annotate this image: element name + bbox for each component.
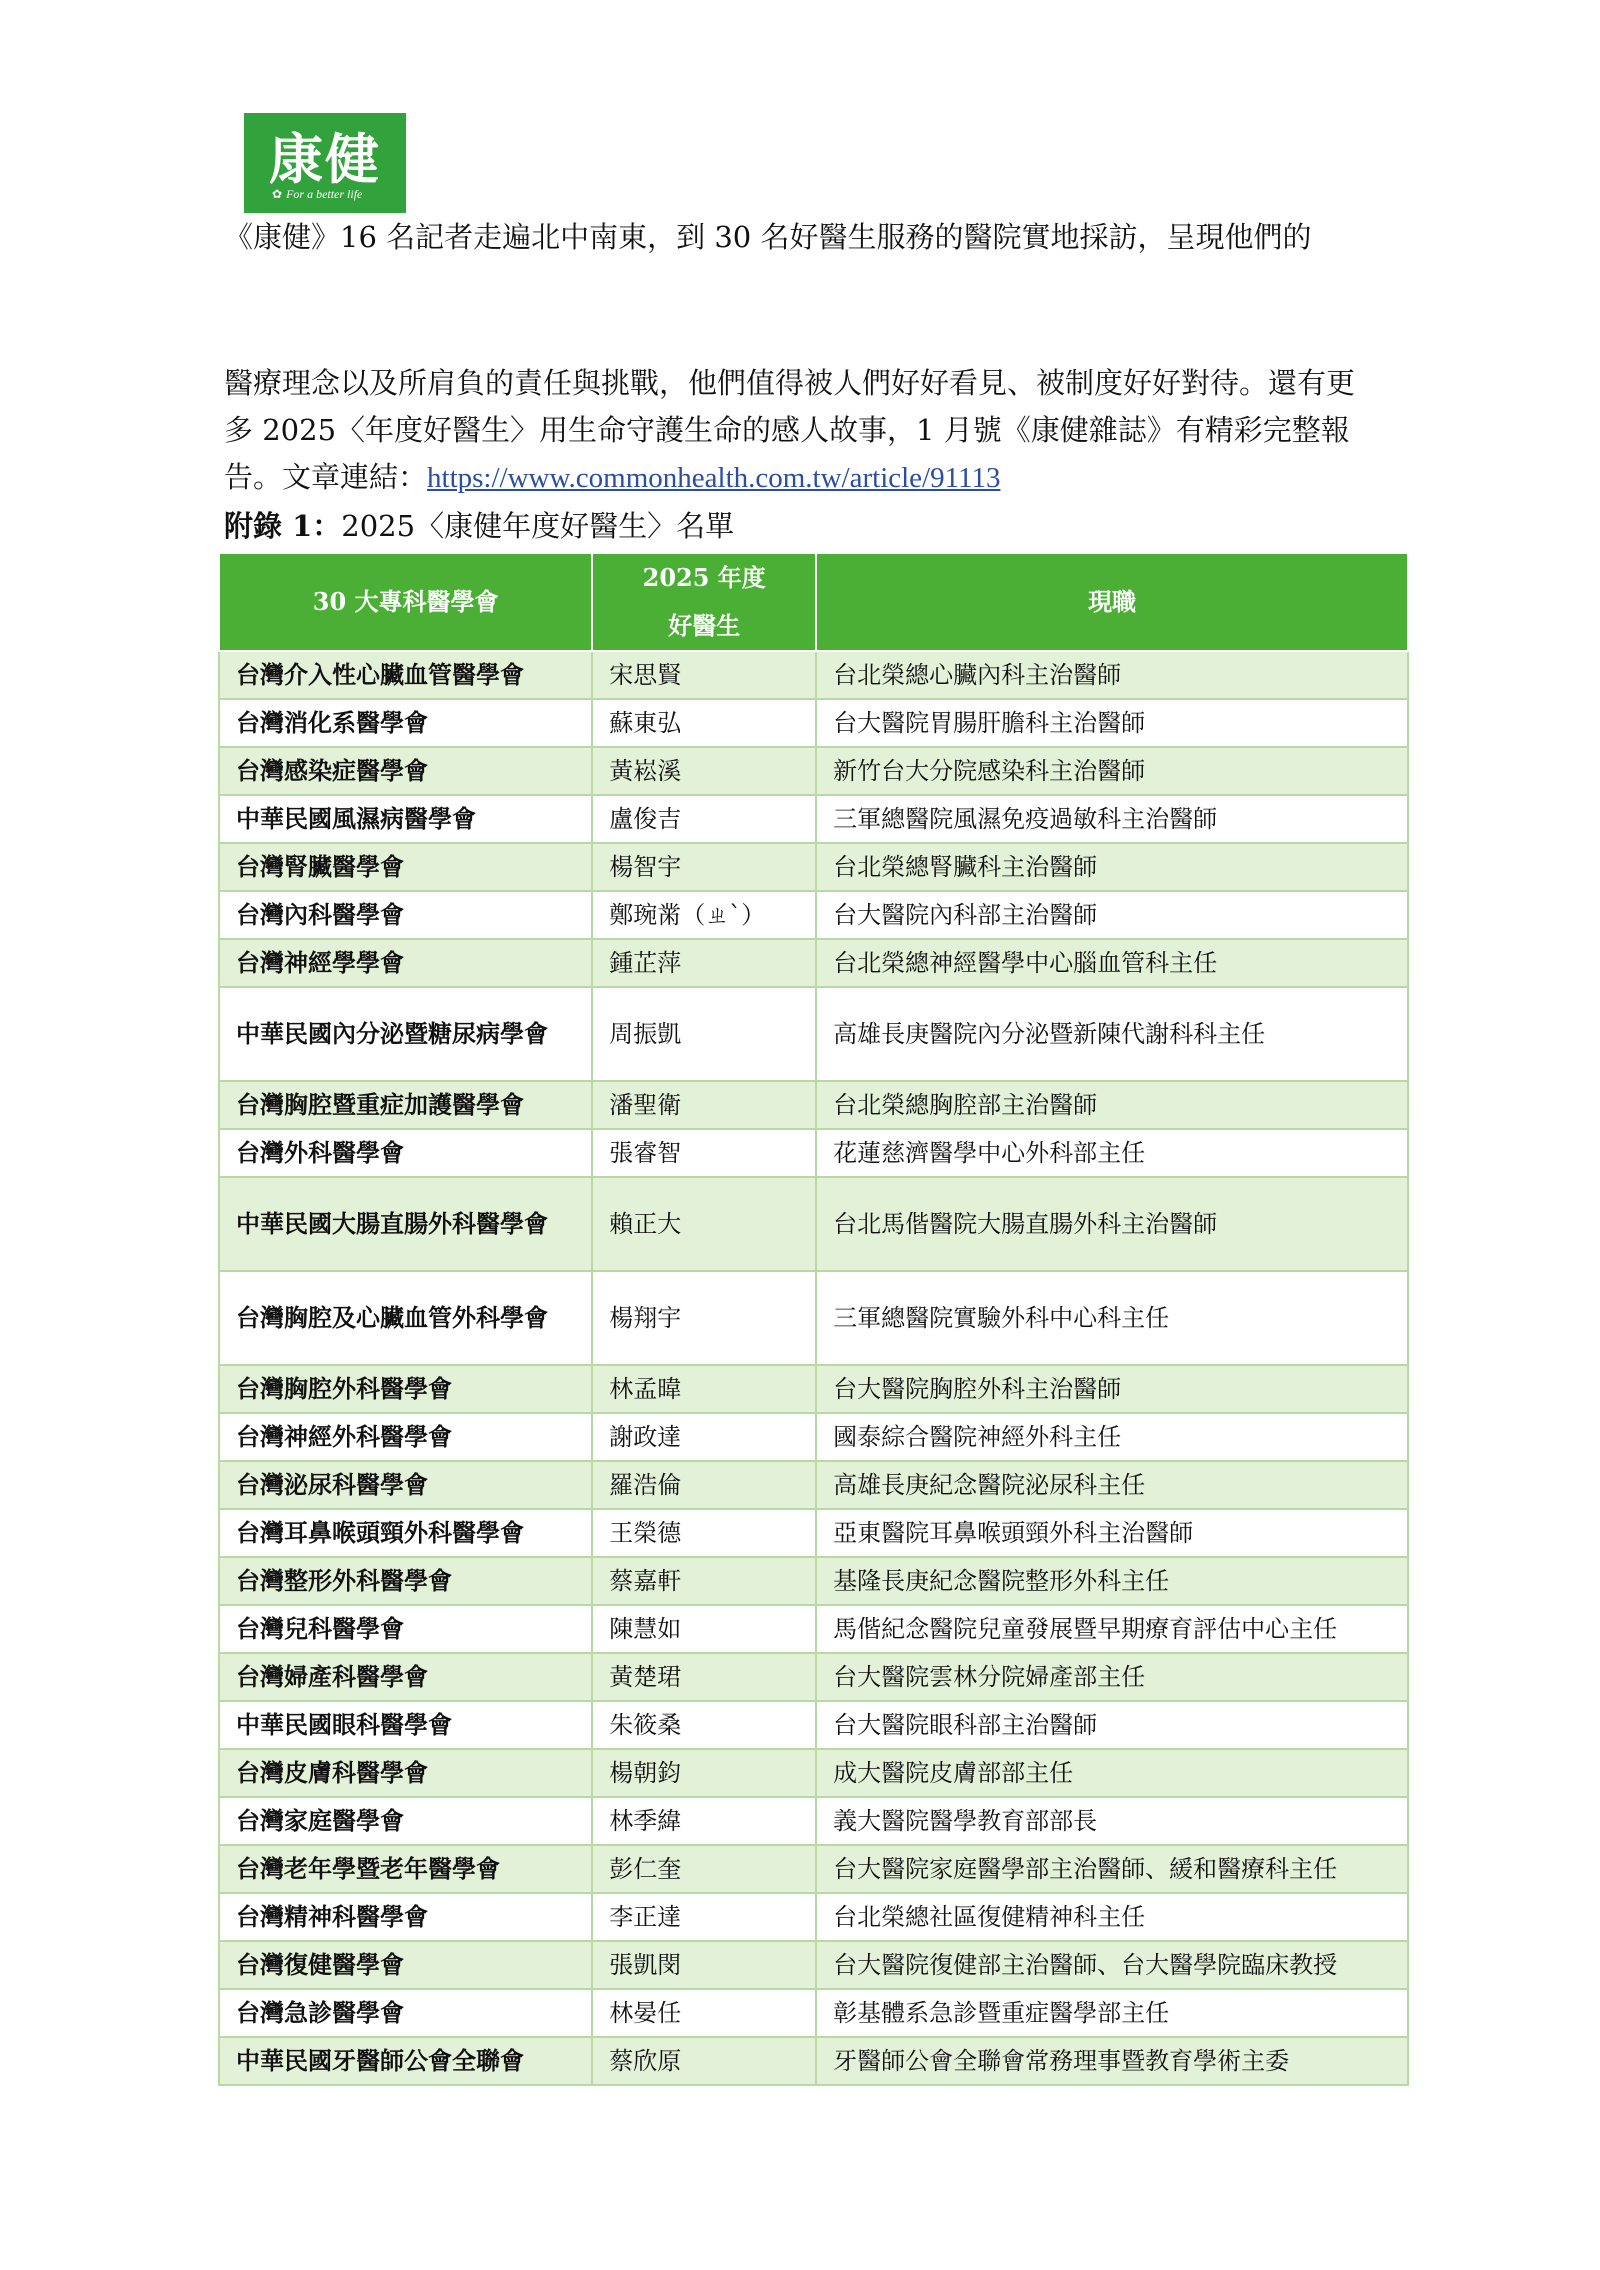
position-cell: 台大醫院復健部主治醫師、台大醫學院臨床教授 [816, 1941, 1408, 1989]
table-row [219, 2037, 1408, 2085]
table-row [219, 891, 1408, 939]
table-row [219, 1845, 1408, 1893]
society-cell: 台灣泌尿科醫學會 [219, 1461, 592, 1509]
society-cell: 台灣皮膚科醫學會 [219, 1749, 592, 1797]
table-row [219, 1365, 1408, 1413]
position-cell: 台大醫院雲林分院婦產部主任 [816, 1653, 1408, 1701]
table-row [219, 1893, 1408, 1941]
position-cell: 成大醫院皮膚部部主任 [816, 1749, 1408, 1797]
doctor-cell: 李正達 [592, 1893, 816, 1941]
table-row [219, 1271, 1408, 1365]
doctor-cell: 陳慧如 [592, 1605, 816, 1653]
society-cell: 台灣介入性心臟血管醫學會 [219, 651, 592, 699]
doctor-cell: 鍾芷萍 [592, 939, 816, 987]
position-cell: 台北榮總神經醫學中心腦血管科主任 [816, 939, 1408, 987]
society-cell: 台灣急診醫學會 [219, 1989, 592, 2037]
doctor-cell: 黃楚珺 [592, 1653, 816, 1701]
position-cell: 三軍總醫院風濕免疫過敏科主治醫師 [816, 795, 1408, 843]
position-cell: 彰基體系急診暨重症醫學部主任 [816, 1989, 1408, 2037]
doctor-cell: 黃崧溪 [592, 747, 816, 795]
society-cell: 台灣復健醫學會 [219, 1941, 592, 1989]
table-row [219, 987, 1408, 1081]
society-cell: 台灣精神科醫學會 [219, 1893, 592, 1941]
position-cell: 國泰綜合醫院神經外科主任 [816, 1413, 1408, 1461]
position-cell: 台大醫院家庭醫學部主治醫師、緩和醫療科主任 [816, 1845, 1408, 1893]
intro-paragraph-1: 《康健》16 名記者走遍北中南東，到 30 名好醫生服務的醫院實地採訪，呈現他們的 [224, 220, 1312, 254]
position-cell: 台北馬偕醫院大腸直腸外科主治醫師 [816, 1177, 1408, 1271]
position-cell: 台北榮總心臟內科主治醫師 [816, 651, 1408, 699]
doctor-cell: 盧俊吉 [592, 795, 816, 843]
society-cell: 台灣婦產科醫學會 [219, 1653, 592, 1701]
position-cell: 台大醫院胃腸肝膽科主治醫師 [816, 699, 1408, 747]
kanghealth-logo [244, 113, 406, 213]
society-cell: 中華民國眼科醫學會 [219, 1701, 592, 1749]
header-society: 30 大專科醫學會 [219, 553, 592, 651]
intro-paragraph-2 [224, 360, 1374, 502]
position-cell: 花蓮慈濟醫學中心外科部主任 [816, 1129, 1408, 1177]
doctor-cell: 蔡嘉軒 [592, 1557, 816, 1605]
society-cell: 中華民國牙醫師公會全聯會 [219, 2037, 592, 2085]
table-row [219, 1509, 1408, 1557]
society-cell: 台灣內科醫學會 [219, 891, 592, 939]
table-row [219, 1797, 1408, 1845]
doctor-cell: 宋思賢 [592, 651, 816, 699]
society-cell: 台灣神經學學會 [219, 939, 592, 987]
position-cell: 基隆長庚紀念醫院整形外科主任 [816, 1557, 1408, 1605]
society-cell: 台灣消化系醫學會 [219, 699, 592, 747]
doctor-cell: 周振凱 [592, 987, 816, 1081]
appendix-heading [224, 504, 734, 548]
table-row [219, 843, 1408, 891]
doctor-cell: 賴正大 [592, 1177, 816, 1271]
position-cell: 台大醫院眼科部主治醫師 [816, 1701, 1408, 1749]
table-row [219, 1605, 1408, 1653]
position-cell: 高雄長庚醫院內分泌暨新陳代謝科科主任 [816, 987, 1408, 1081]
table-row [219, 939, 1408, 987]
society-cell: 台灣胸腔暨重症加護醫學會 [219, 1081, 592, 1129]
society-cell: 台灣耳鼻喉頭頸外科醫學會 [219, 1509, 592, 1557]
table-row [219, 1941, 1408, 1989]
leaf-icon: ✿ [272, 187, 283, 201]
position-cell: 台北榮總社區復健精神科主任 [816, 1893, 1408, 1941]
society-cell: 台灣神經外科醫學會 [219, 1413, 592, 1461]
appendix-label: 附錄 1： [224, 509, 342, 543]
society-cell: 台灣家庭醫學會 [219, 1797, 592, 1845]
position-cell: 台北榮總胸腔部主治醫師 [816, 1081, 1408, 1129]
society-cell: 台灣胸腔及心臟血管外科學會 [219, 1271, 592, 1365]
table-row [219, 1989, 1408, 2037]
society-cell: 台灣老年學暨老年醫學會 [219, 1845, 592, 1893]
doctor-cell: 羅浩倫 [592, 1461, 816, 1509]
doctor-cell: 謝政達 [592, 1413, 816, 1461]
doctors-table [218, 552, 1409, 2086]
doctor-cell: 林孟暐 [592, 1365, 816, 1413]
society-cell: 台灣整形外科醫學會 [219, 1557, 592, 1605]
society-cell: 台灣胸腔外科醫學會 [219, 1365, 592, 1413]
intro-text: 醫療理念以及所肩負的責任與挑戰，他們值得被人們好好看見、被制度好好對待。還有更多 2025〈年度好醫生〉用生命守護生命的感人故事，1 月號《康健雜誌》有精彩完整報告。文章連結： [224, 366, 1356, 494]
position-cell: 台大醫院內科部主治醫師 [816, 891, 1408, 939]
society-cell: 台灣外科醫學會 [219, 1129, 592, 1177]
doctor-cell: 張凱閔 [592, 1941, 816, 1989]
position-cell: 馬偕紀念醫院兒童發展暨早期療育評估中心主任 [816, 1605, 1408, 1653]
table-row [219, 1653, 1408, 1701]
table-row [219, 1749, 1408, 1797]
appendix-title: 2025〈康健年度好醫生〉名單 [341, 509, 735, 543]
society-cell: 台灣感染症醫學會 [219, 747, 592, 795]
society-cell: 中華民國大腸直腸外科醫學會 [219, 1177, 592, 1271]
table-row [219, 1701, 1408, 1749]
doctor-cell: 蘇東弘 [592, 699, 816, 747]
table-row [219, 1413, 1408, 1461]
doctor-cell: 楊翔宇 [592, 1271, 816, 1365]
header-doctor: 2025 年度好醫生 [592, 553, 816, 651]
position-cell: 新竹台大分院感染科主治醫師 [816, 747, 1408, 795]
position-cell: 高雄長庚紀念醫院泌尿科主任 [816, 1461, 1408, 1509]
table-row [219, 699, 1408, 747]
table-row [219, 651, 1408, 699]
table-row [219, 795, 1408, 843]
doctor-cell: 潘聖衛 [592, 1081, 816, 1129]
doctor-cell: 林晏任 [592, 1989, 816, 2037]
doctor-cell: 楊朝鈞 [592, 1749, 816, 1797]
doctor-cell: 鄭琬黹（ㄓˋ） [592, 891, 816, 939]
doctor-cell: 王榮德 [592, 1509, 816, 1557]
doctor-cell: 彭仁奎 [592, 1845, 816, 1893]
society-cell: 中華民國內分泌暨糖尿病學會 [219, 987, 592, 1081]
position-cell: 義大醫院醫學教育部部長 [816, 1797, 1408, 1845]
doctor-cell: 朱筱桑 [592, 1701, 816, 1749]
doctor-cell: 楊智宇 [592, 843, 816, 891]
table-row [219, 1461, 1408, 1509]
society-cell: 台灣腎臟醫學會 [219, 843, 592, 891]
doctor-cell: 張睿智 [592, 1129, 816, 1177]
position-cell: 台北榮總腎臟科主治醫師 [816, 843, 1408, 891]
table-row [219, 747, 1408, 795]
doctor-cell: 蔡欣原 [592, 2037, 816, 2085]
header-position: 現職 [816, 553, 1408, 651]
position-cell: 牙醫師公會全聯會常務理事暨教育學術主委 [816, 2037, 1408, 2085]
logo-text: 康健 [269, 127, 381, 191]
table-row [219, 1129, 1408, 1177]
table-row [219, 1081, 1408, 1129]
society-cell: 台灣兒科醫學會 [219, 1605, 592, 1653]
doctor-cell: 林季緯 [592, 1797, 816, 1845]
position-cell: 台大醫院胸腔外科主治醫師 [816, 1365, 1408, 1413]
position-cell: 三軍總醫院實驗外科中心科主任 [816, 1271, 1408, 1365]
society-cell: 中華民國風濕病醫學會 [219, 795, 592, 843]
article-link[interactable]: https://www.commonhealth.com.tw/article/91113 [427, 462, 1001, 494]
table-row [219, 1177, 1408, 1271]
logo-tagline: ✿ For a better life [272, 187, 363, 201]
table-header-row [219, 553, 1408, 651]
table-row [219, 1557, 1408, 1605]
position-cell: 亞東醫院耳鼻喉頭頸外科主治醫師 [816, 1509, 1408, 1557]
